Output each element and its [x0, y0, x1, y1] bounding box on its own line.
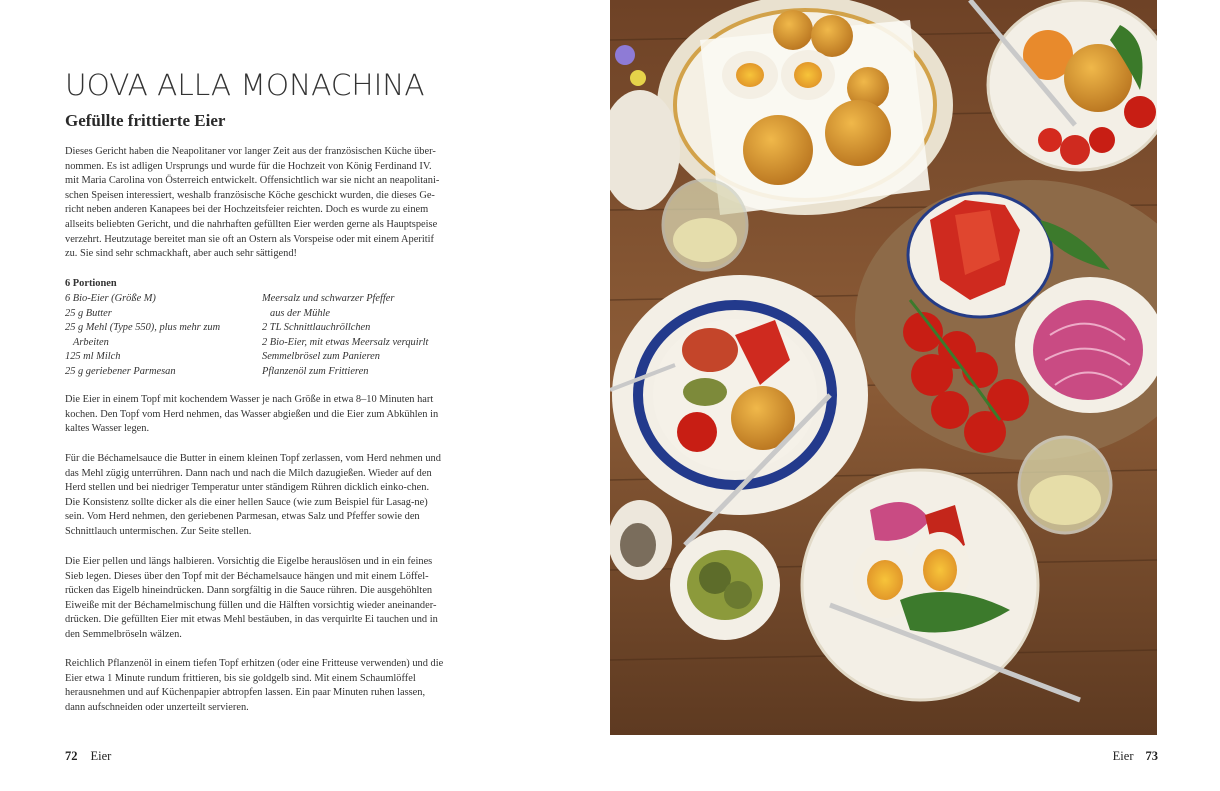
recipe-subtitle: Gefüllte frittierte Eier: [65, 111, 226, 130]
ingredient-item: 2 Bio-Eier, mit etwas Meersalz verquirlt: [262, 336, 429, 348]
ingredient-item: Pflanzenöl zum Frittieren: [262, 365, 369, 377]
ingredient-item: 25 g Mehl (Type 550), plus mehr zum: [65, 322, 221, 334]
recipe-title: UOVA ALLA MONACHINA: [65, 68, 425, 102]
section-name-left: Eier: [90, 749, 112, 763]
intro-paragraph: Dieses Gericht haben die Neapolitaner vor langer Zeit aus der französischen Küche über-nommen. Es ist adligen Ursprungs und wurde für die Hochzeit von König Ferdinand IV. mit Maria Carolina von Österreich entwickelt. Offensichtlich war sie nicht an neapolitani-schen Speisen interessiert, weshalb französische Köche geschickt wurden, die dieses Ge-richt neben anderen Kanapees bei der Hochzeitsfeier reichten. Doch es wurde zu einem allseits beliebten Gericht, und die nahrhaften gefüllten Eier werden gerne als Hauptspeise verzehrt. Heutzutage bereitet man sie oft an Ostern als Vorspeise oder mit einem Aperitif zu. Sie sind sehr schmackhaft, aber auch sehr sättigend!: [65, 146, 440, 260]
ingredient-item: 25 g Butter: [65, 307, 112, 319]
ingredient-item: Arbeiten: [73, 336, 109, 348]
portions-label: 6 Portionen: [65, 278, 117, 289]
ingredients-left-column: [65, 292, 255, 380]
page-number-right: 73: [1145, 749, 1158, 763]
food-photo: [610, 0, 1157, 735]
ingredient-item: 6 Bio-Eier (Größe M): [65, 293, 156, 304]
ingredient-item: 25 g geriebener Parmesan: [65, 365, 176, 377]
page-number-left: 72: [65, 749, 78, 763]
footer-right: [1113, 749, 1158, 764]
section-name-right: Eier: [1112, 749, 1134, 763]
food-photo-plates-icon: [610, 0, 1157, 735]
ingredient-item: aus der Mühle: [270, 307, 331, 319]
ingredient-item: Meersalz und schwarzer Pfeffer: [262, 293, 395, 304]
footer-left: [65, 749, 111, 764]
ingredients-right-column: [262, 292, 452, 380]
step-paragraph-4: Reichlich Pflanzenöl in einem tiefen Topf erhitzen (oder eine Fritteuse verwenden) und die Eier etwa 1 Minute rundum frittieren, bis sie goldgelb sind. Mit einem Schaumlöffel herausnehmen und auf Küchenpapier abtropfen lassen. Ein paar Minuten ruhen lassen, dann aufschneiden oder unzerteilt servieren.: [65, 658, 444, 713]
ingredient-item: 2 TL Schnittlauchröllchen: [262, 322, 371, 334]
step-paragraph-1: Die Eier in einem Topf mit kochendem Wasser je nach Größe in etwa 8–10 Minuten hart kochen. Den Topf vom Herd nehmen, das Wasser abgießen und die Eier zum Abkühlen in kaltes Wasser legen.: [65, 394, 439, 435]
ingredient-item: Semmelbrösel zum Panieren: [262, 351, 380, 363]
step-paragraph-3: Die Eier pellen und längs halbieren. Vorsichtig die Eigelbe herauslösen und in ein feines Sieb legen. Dieses über den Topf mit der Béchamelsauce hängen und mit einem Löffel-rücken das Eigelb hineindrücken. Dann sorgfältig in die Sauce rühren. Die ausgehöhlten Eiweiße mit der Béchamelmischung füllen und die Hälften vorsichtig wieder aneinander-drücken. Die gefüllten Eier mit etwas Mehl bestäuben, in das verquirlte Ei tauchen und in den Semmelbröseln wälzen.: [65, 556, 438, 640]
ingredient-item: 125 ml Milch: [65, 351, 121, 363]
step-paragraph-2: Für die Béchamelsauce die Butter in einem kleinen Topf zerlassen, vom Herd nehmen und das Mehl zügig unterrühren. Dann nach und nach die Milch dazugießen. Wieder auf den Herd stellen und bei niedriger Temperatur unter ständigem Rühren dicklich einko-chen. Die Konsistenz sollte dicker als die einer hellen Sauce (wie zum Beispiel für Lasag-ne) sein. Vom Herd nehmen, den geriebenen Parmesan, etwas Salz und Pfeffer sowie den Schnittlauch untermischen. Zur Seite stellen.: [65, 453, 441, 537]
